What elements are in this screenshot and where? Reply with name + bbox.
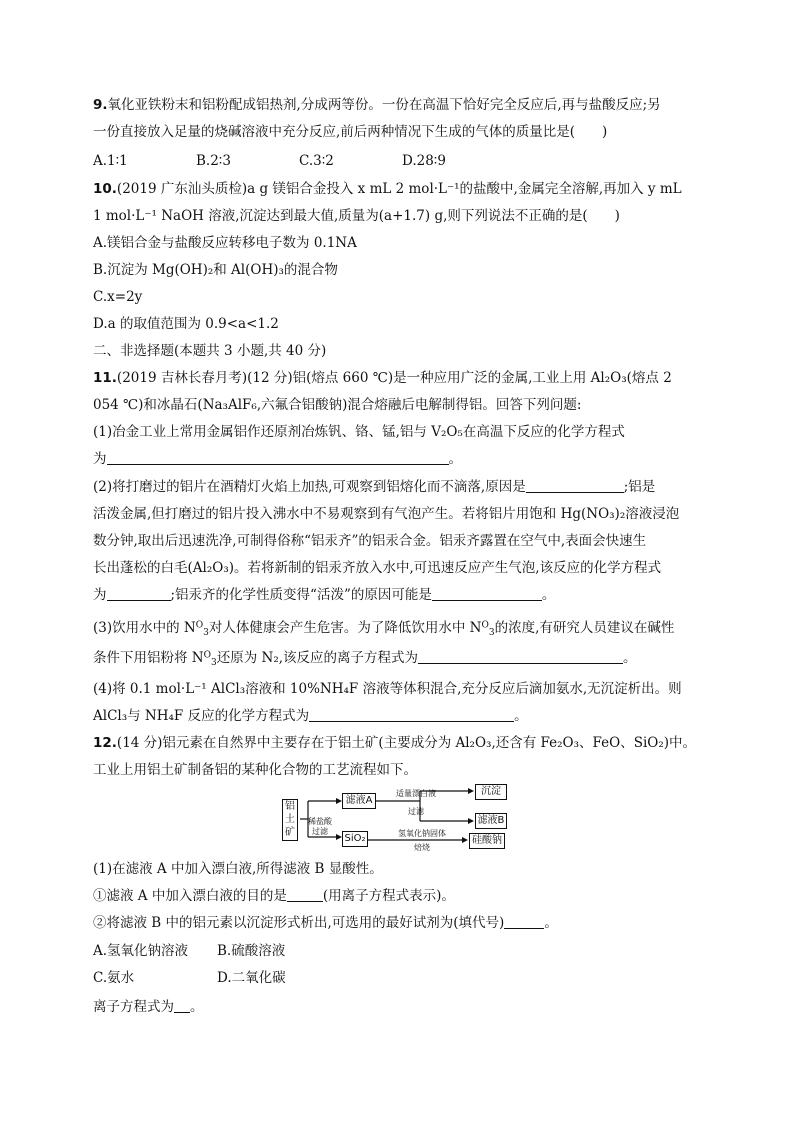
q12-part1-i-text: ①滤液 A 中加入漂白液的目的是 bbox=[93, 888, 287, 904]
q11-part1-line1: (1)冶金工业上常用金属铝作还原剂冶炼钒、铬、锰,铝与 V₂O₅在高温下反应的化学方程式 bbox=[93, 424, 625, 440]
nitrate-formula: $^O_3$ bbox=[481, 620, 495, 639]
q11-line2: 054 ℃)和冰晶石(Na₃AlF₆,六氟合铝酸钠)混合熔融后电解制得铝。回答下列问题: bbox=[93, 397, 582, 413]
q10-option-a: A.镁铝合金与盐酸反应转移电子数为 0.1NA bbox=[93, 235, 357, 251]
filter-label: 过滤 bbox=[312, 827, 328, 836]
q12-ionic-text: 离子方程式为 bbox=[93, 999, 174, 1015]
process-flow-diagram bbox=[280, 783, 510, 855]
q11-part2-line2: 活泼金属,但打磨过的铝片投入沸水中不易观察到有气泡产生。若将铝片用饱和 Hg(NO₃)₂溶液浸泡 bbox=[93, 506, 680, 522]
sio2-box: SiO₂ bbox=[342, 831, 368, 847]
q9-option-a: A.1∶1 bbox=[93, 153, 128, 169]
q9-option-b: B.2∶3 bbox=[196, 153, 231, 169]
q10-option-c: C.x=2y bbox=[93, 289, 143, 305]
answer-blank[interactable] bbox=[287, 887, 323, 902]
answer-blank[interactable] bbox=[418, 649, 623, 664]
nitrate-formula: $^O_3$ bbox=[203, 650, 217, 669]
q10-option-d: D.a 的取值范围为 0.9<a<1.2 bbox=[93, 316, 279, 332]
q12-line2: 工业上用铝土矿制备铝的某种化合物的工艺流程如下。 bbox=[93, 762, 417, 778]
q12-option-a: A.氢氧化钠溶液 bbox=[93, 943, 189, 959]
q12-option-c: C.氨水 bbox=[93, 970, 135, 986]
q11-part2-line4: 长出蓬松的白毛(Al₂O₃)。若将新制的铝汞齐放入水中,可迅速反应产生气泡,该反应的化学方程式 bbox=[93, 560, 662, 576]
q10-option-b: B.沉淀为 Mg(OH)₂和 Al(OH)₃的混合物 bbox=[93, 262, 338, 278]
filtrate-b-box: 滤液B bbox=[475, 813, 507, 829]
q9-line2: 一份直接放入足量的烧碱溶液中充分反应,前后两种情况下生成的气体的质量比是( ) bbox=[93, 124, 608, 140]
acid-label: 稀盐酸 bbox=[308, 817, 332, 826]
q12-part1-i bbox=[93, 885, 710, 907]
bauxite-box: 铝土矿 bbox=[282, 799, 298, 841]
q9-option-c: C.3∶2 bbox=[299, 153, 334, 169]
answer-blank[interactable] bbox=[504, 914, 544, 929]
q10-line1 bbox=[93, 178, 710, 200]
q11-line1 bbox=[93, 367, 710, 389]
q12-ionic-line bbox=[93, 996, 710, 1018]
q11-part2-line5: 为 ;铝汞齐的化学性质变得“活泼”的原因可能是 。 bbox=[93, 587, 556, 603]
answer-blank[interactable] bbox=[526, 478, 624, 493]
q9-line1 bbox=[93, 94, 710, 116]
q12-ionic-end: 。 bbox=[190, 999, 204, 1015]
q12-part1-i-end: (用离子方程式表示)。 bbox=[322, 888, 455, 904]
q12-part1-ii bbox=[93, 912, 710, 934]
q10-text-1: (2019 广东汕头质检)a g 镁铝合金投入 x mL 2 mol·L⁻¹的盐酸中,金属完全溶解,再加入 y mL bbox=[116, 181, 682, 197]
q10-number: 10. bbox=[93, 181, 117, 197]
answer-blank[interactable] bbox=[432, 586, 542, 601]
answer-blank[interactable] bbox=[107, 586, 171, 601]
q9-text-1: 氧化亚铁粉末和铝粉配成铝热剂,分成两等份。一份在高温下恰好完全反应后,再与盐酸反应;另 bbox=[107, 97, 661, 113]
roast-label: 焙烧 bbox=[414, 843, 430, 852]
silicate-box: 硅酸钠 bbox=[469, 833, 505, 849]
q9-option-d: D.28∶9 bbox=[402, 153, 446, 169]
nitrate-formula: $^O_3$ bbox=[195, 620, 209, 639]
precipitate-box: 沉淀 bbox=[475, 784, 507, 800]
q11-part1-line2: 为 。 bbox=[93, 451, 462, 467]
q11-part3-text-a: (3)饮用水中的 N bbox=[93, 620, 196, 636]
q11-part4-line2: AlCl₃与 NH₄F 反应的化学方程式为 。 bbox=[93, 708, 528, 724]
answer-blank[interactable] bbox=[107, 450, 449, 465]
q11-part2-text-c: 为 bbox=[93, 587, 107, 603]
q11-part2-line1 bbox=[93, 476, 710, 498]
q12-option-b: B.硫酸溶液 bbox=[217, 943, 286, 959]
q12-part1: (1)在滤液 A 中加入漂白液,所得滤液 B 显酸性。 bbox=[93, 861, 383, 877]
q9-options bbox=[93, 150, 710, 172]
q11-part3-text-b: 对人体健康会产生危害。为了降低饮用水中 N bbox=[208, 620, 482, 636]
q11-part2-text-a: (2)将打磨过的铝片在酒精灯火焰上加热,可观察到铝熔化而不滴落,原因是 bbox=[93, 479, 526, 495]
q9-number: 9. bbox=[93, 97, 108, 113]
q11-part2-line3: 数分钟,取出后迅速洗净,可制得俗称“铝汞齐”的铝汞合金。铝汞齐露置在空气中,表面会快速生 bbox=[93, 533, 647, 549]
filtrate-a-box: 滤液A bbox=[342, 793, 376, 809]
q11-part2-text-b: ;铝是 bbox=[623, 479, 656, 495]
q11-part3-line2: 条件下用铝粉将 $N^O_3$还原为 N₂,该反应的离子方程式为 。 bbox=[93, 650, 637, 669]
q11-part3-text-d: 条件下用铝粉将 N bbox=[93, 650, 204, 666]
q11-part1-prefix: 为 bbox=[93, 451, 107, 467]
bleach-label: 适量漂白液 bbox=[396, 789, 436, 798]
q11-part2-text-d: ;铝汞齐的化学性质变得“活泼”的原因可能是 bbox=[170, 587, 432, 603]
naoh-label: 氢氧化钠固体 bbox=[398, 829, 446, 838]
q12-line1 bbox=[93, 732, 710, 754]
q11-part4-text: AlCl₃与 NH₄F 反应的化学方程式为 bbox=[93, 708, 310, 724]
q12-option-d: D.二氧化碳 bbox=[217, 970, 286, 986]
q10-line2: 1 mol·L⁻¹ NaOH 溶液,沉淀达到最大值,质量为(a+1.7) g,则下列说法不正确的是( ) bbox=[93, 208, 620, 224]
answer-blank[interactable] bbox=[309, 707, 514, 722]
q12-text-1: (14 分)铝元素在自然界中主要存在于铝土矿(主要成分为 Al₂O₃,还含有 Fe₂O₃、FeO、SiO₂)中。 bbox=[116, 735, 697, 751]
q11-part3-line1 bbox=[93, 617, 710, 640]
q11-part3-text-e: 还原为 N₂,该反应的离子方程式为 bbox=[216, 650, 419, 666]
q11-part3-text-c: 的浓度,有研究人员建议在碱性 bbox=[494, 620, 675, 636]
filter2-label: 过滤 bbox=[408, 807, 424, 816]
q12-options-ab bbox=[93, 940, 710, 962]
q12-part1-ii-text: ②将滤液 B 中的铝元素以沉淀形式析出,可选用的最好试剂为(填代号) bbox=[93, 915, 505, 931]
q11-number: 11. bbox=[93, 370, 117, 386]
q11-text-1: (2019 吉林长春月考)(12 分)铝(熔点 660 ℃)是一种应用广泛的金属,工业上用 Al₂O₃(熔点 2 bbox=[116, 370, 672, 386]
section-heading: 二、非选择题(本题共 3 小题,共 40 分) bbox=[93, 343, 327, 359]
q11-part4-line1: (4)将 0.1 mol·L⁻¹ AlCl₃溶液和 10%NH₄F 溶液等体积混合,充分反应后滴加氨水,无沉淀析出。则 bbox=[93, 681, 682, 697]
answer-blank[interactable] bbox=[174, 998, 190, 1013]
q12-options-cd bbox=[93, 967, 710, 989]
q12-part1-ii-end: 。 bbox=[544, 915, 558, 931]
q12-number: 12. bbox=[93, 735, 117, 751]
